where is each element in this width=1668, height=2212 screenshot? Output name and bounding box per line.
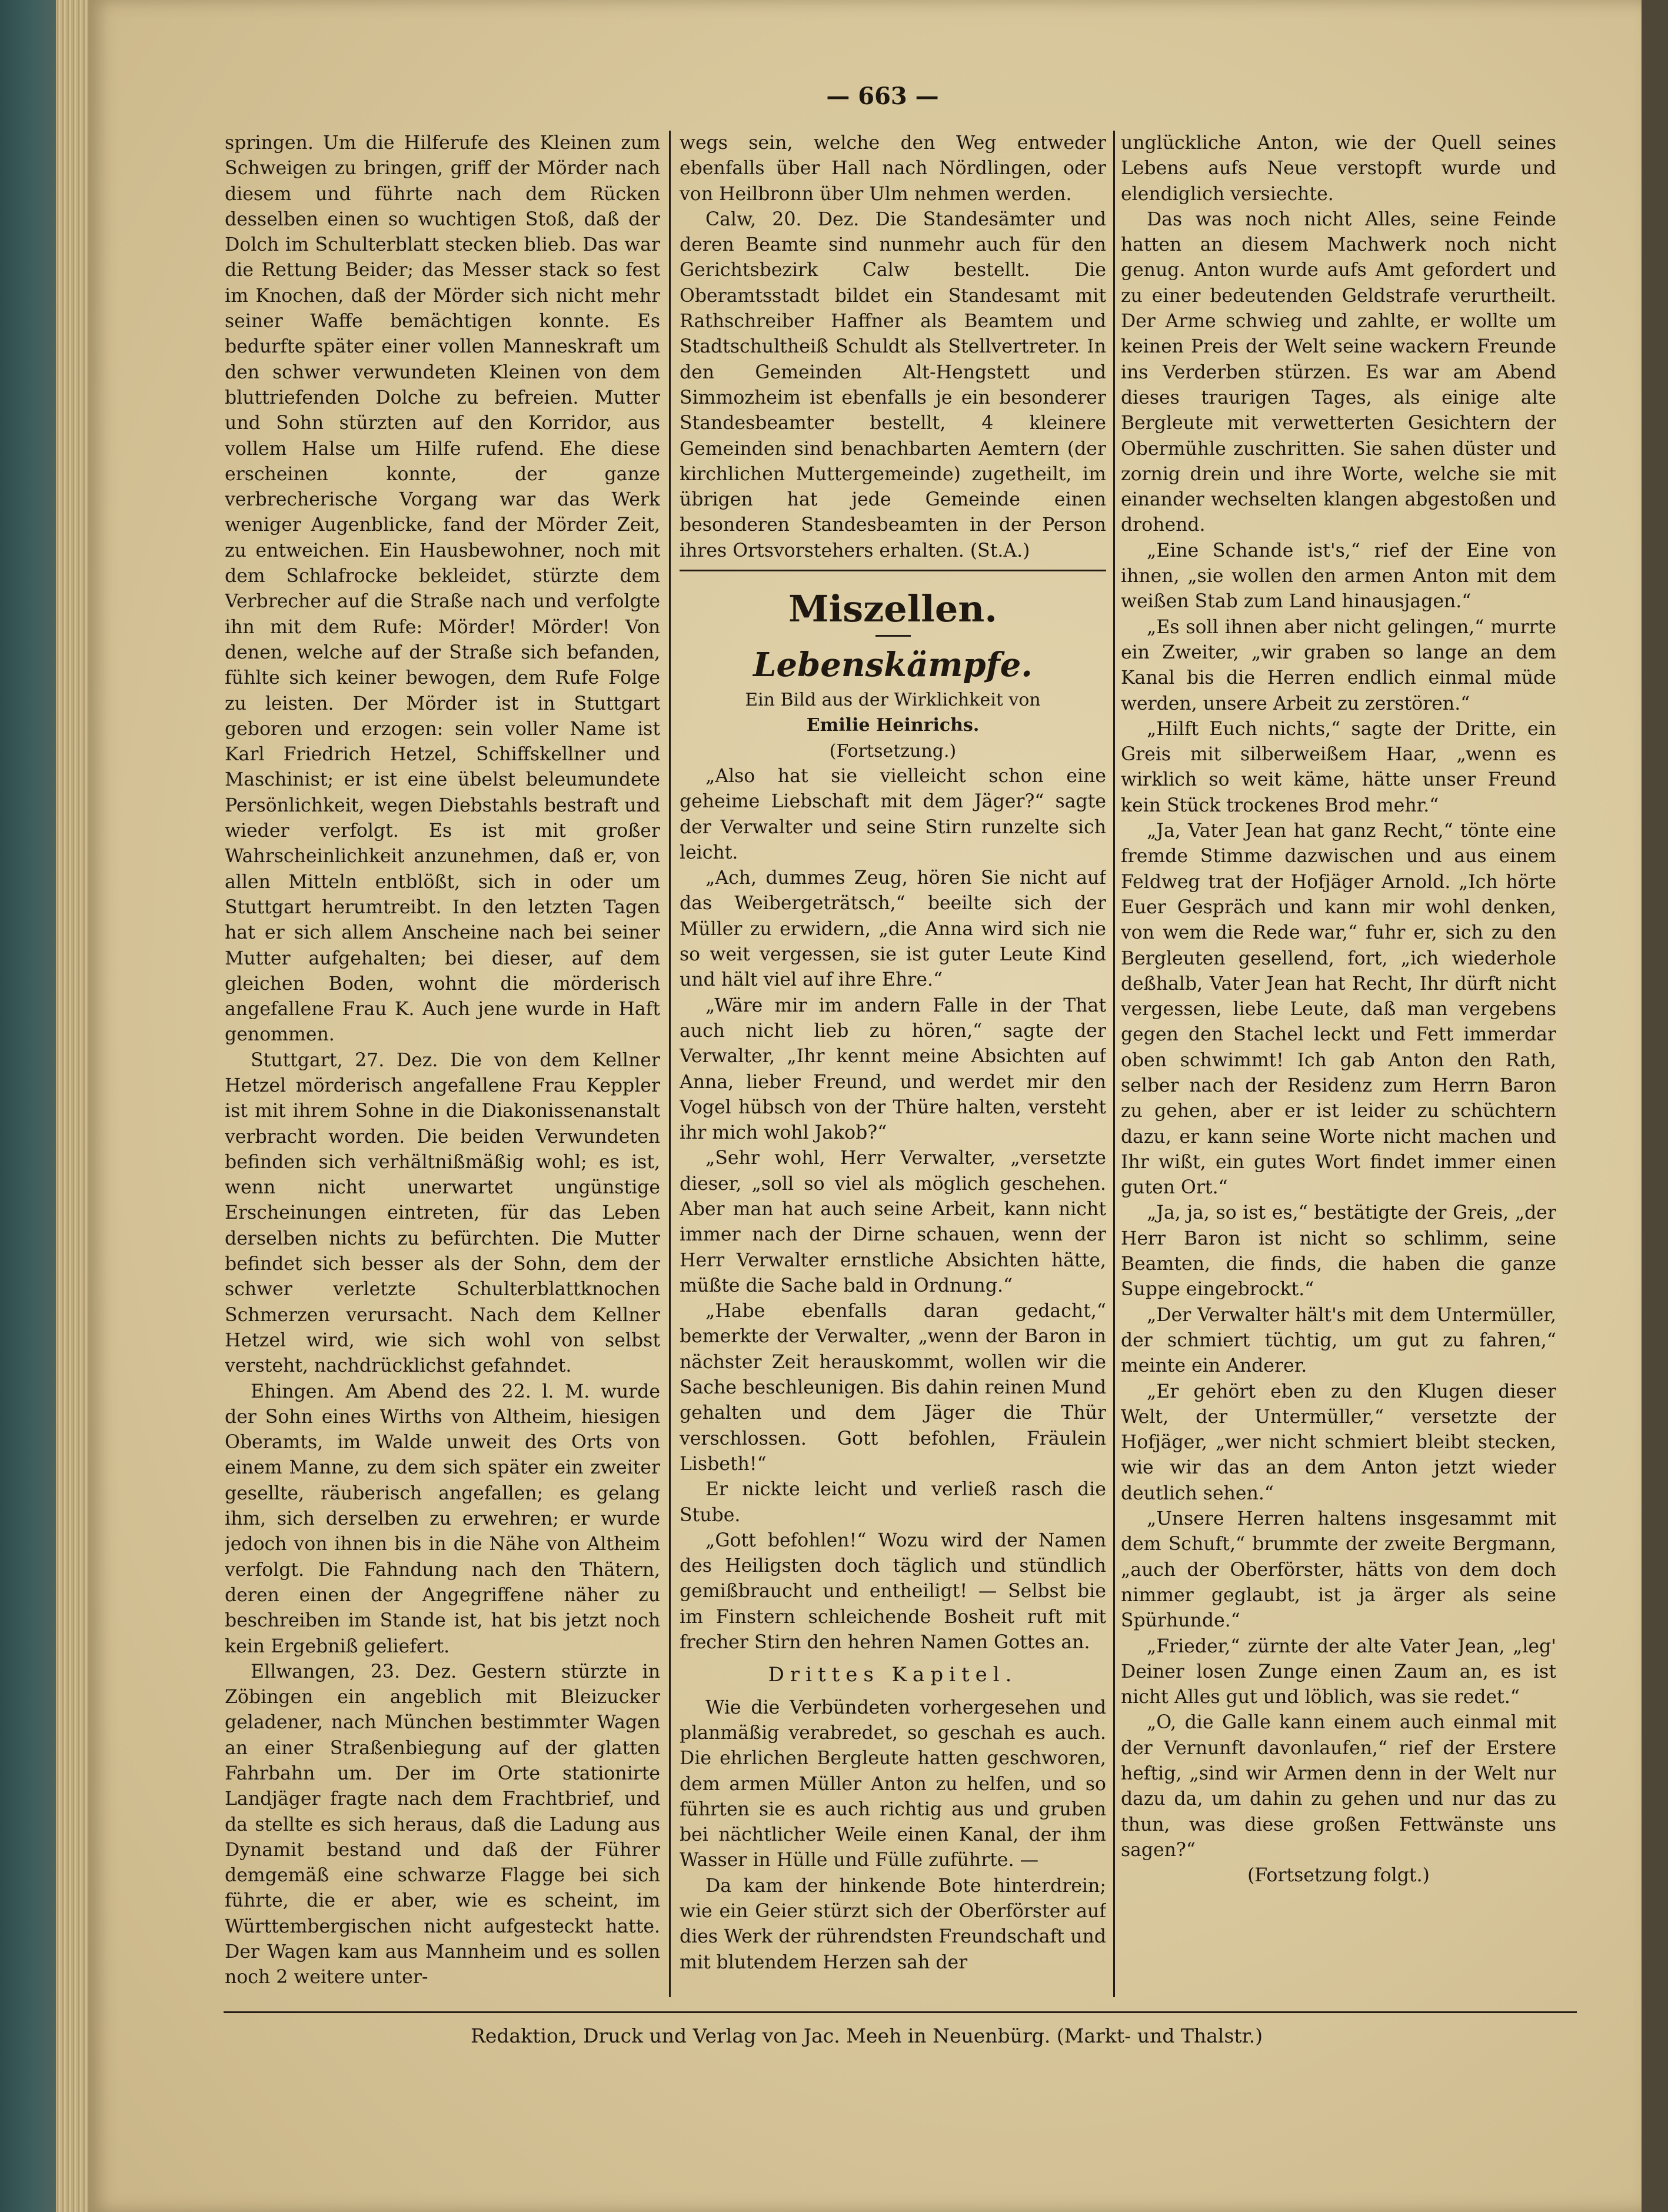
continued-note: (Fortsetzung.) [829,740,957,761]
column-rule-1 [669,131,671,1997]
story-paragraph: „Ach, dummes Zeug, hören Sie nicht auf das Weibergeträtsch,“ beeilte sich der Müller zu erwidern, „die Anna wird sich nie so weit vergessen, sie ist guter Leute Kind und hält viel auf ihre Ehre.“ [680,867,1106,991]
story-paragraph: „Ja, ja, so ist es,“ bestätigte der Greis, „der Herr Baron ist nicht so schlimm, seine Beamten, die finds, die haben die ganze Suppe eingebrockt.“ [1121,1202,1556,1300]
article-text: Calw, 20. Dez. Die Standesämter und deren Beamte sind nunmehr auch für den Gerichtsbezirk Calw bestellt. Die Oberamtsstadt bildet ein Standesamt mit Rathschreiber Haffner als Beamtem und Stadtschultheiß Schuldt als Stellvertreter. In den Gemeinden Alt-Hengstett und Simmozheim ist ebenfalls je ein besonderer Standesbeamter bestellt, 4 kleinere Gemeinden sind benachbarten Aemtern (der kirchlichen Muttergemeinde) zugetheilt, im übrigen hat jede Gemeinde einen besonderen Standesbeamten in der Person ihres Ortsvorstehers erhalten. (St.A.) [680,208,1106,561]
story-paragraph: Das was noch nicht Alles, seine Feinde hatten an diesem Machwerk noch nicht genug. Anton wurde aufs Amt gefordert und zu einer bedeutenden Geldstrafe verurtheilt. Der Arme schwieg und zahlte, er wollte um keinen Preis der Welt seine wackern Freunde ins Verderben stürzen. Es war am Abend dieses traurigen Tages, als einige alte Bergleute mit verwetterten Gesichtern der Obermühle zuschritten. Sie sahen düster und zornig drein und ihre Worte, welche sie mit einander wechselten klangen abgestoßen und drohend. [1121,208,1556,536]
column-3 [1121,131,1556,1993]
story-paragraph: „Unsere Herren haltens insgesammt mit dem Schuft,“ brummte der zweite Bergmann, „auch der Oberförster, hätts von dem doch nimmer geglaubt, ist ja ärger als seine Spürhunde.“ [1121,1508,1556,1632]
page-number: — 663 — [826,82,939,110]
story-paragraph: „O, die Galle kann einem auch einmal mit der Vernunft davonlaufen,“ rief der Erstere heftig, „sind wir Armen denn in der Welt nur dazu da, um dahin zu gehen und nur das zu thun, was diese großen Fettwänste uns sagen?“ [1121,1712,1556,1861]
story-author: Emilie Heinrichs. [806,715,980,736]
column-rule-2 [1113,131,1115,1997]
story-paragraph: „Hilft Euch nichts,“ sagte der Dritte, ein Greis mit silberweißem Haar, „wenn es wirklich so weit käme, hätte unser Freund kein Stück trockenes Brod mehr.“ [1121,718,1556,816]
story-paragraph: „Eine Schande ist's,“ rief der Eine von ihnen, „sie wollen den armen Anton mit dem weißen Stab zum Land hinausjagen.“ [1121,540,1556,613]
section-heading: Miszellen. [788,587,997,631]
continued-footer: (Fortsetzung folgt.) [1247,1865,1430,1887]
column-2 [680,131,1106,1993]
story-paragraph: Da kam der hinkende Bote hinterdrein; wie ein Geier stürzt sich der Oberförster auf dies Werk der rührendsten Freundschaft und mit blutendem Herzen sah der [680,1875,1106,1973]
heading-separator [875,635,911,637]
story-paragraph: „Gott befohlen!“ Wozu wird der Namen des Heiligsten doch täglich und stündlich gemißbraucht und entheiligt! — Selbst bie im Finstern schleichende Bosheit ruft mit frecher Stirn den hehren Namen Gottes an. [680,1529,1106,1654]
story-paragraph: unglückliche Anton, wie der Quell seines Lebens aufs Neue verstopft wurde und elendiglich versiechte. [1121,132,1556,205]
story-title: Lebenskämpfe. [753,646,1033,685]
imprint-line: Redaktion, Druck und Verlag von Jac. Meeh in Neuenbürg. (Markt- und Thalstr.) [471,2024,1263,2047]
story-paragraph: „Also hat sie vielleicht schon eine geheime Liebschaft mit dem Jäger?“ sagte der Verwalter und seine Stirn runzelte sich leicht. [680,765,1106,863]
article-text: Ehingen. Am Abend des 22. l. M. wurde der Sohn eines Wirths von Altheim, hiesigen Oberamts, im Walde unweit des Orts von einem Manne, zu dem sich später ein zweiter gesellte, räuberisch angefallen; es gelang ihm, sich derselben zu erwehren; er wurde jedoch von ihnen bis in die Nähe von Altheim verfolgt. Die Fahndung nach den Thätern, deren einen der Angegriffene näher zu beschreiben im Stande ist, hat bis jetzt noch kein Ergebniß geliefert. [225,1381,660,1657]
story-paragraph: „Frieder,“ zürnte der alte Vater Jean, „leg' Deiner losen Zunge einen Zaum an, es ist nicht Alles gut und löblich, was sie redet.“ [1121,1635,1556,1708]
story-paragraph: „Habe ebenfalls daran gedacht,“ bemerkte der Verwalter, „wenn der Baron in nächster Zeit herauskommt, wollen wir die Sache beschleunigen. Bis dahin reinen Mund gehalten und dem Jäger die Thür verschlossen. Gott befohlen, Fräulein Lisbeth!“ [680,1300,1106,1475]
story-paragraph: Er nickte leicht und verließ rasch die Stube. [680,1479,1106,1526]
story-subtitle: Ein Bild aus der Wirklichkeit von [745,690,1041,711]
footer-rule [224,2011,1577,2013]
story-paragraph: Wie die Verbündeten vorhergesehen und planmäßig verabredet, so geschah es auch. Die ehrlichen Bergleute hatten geschworen, dem armen Müller Anton zu helfen, und so führten sie es auch richtig aus und gruben bei nächtlicher Weile einen Kanal, der ihm Wasser in Hülle und Fülle zuführte. — [680,1697,1106,1871]
article-text: Stuttgart, 27. Dez. Die von dem Kellner Hetzel mörderisch angefallene Frau Keppler ist mit ihrem Sohne in die Diakonissenanstalt verbracht worden. Die beiden Verwundeten befinden sich verhältnißmäßig wohl; es ist, wenn nicht unerwartet ungünstige Erscheinungen eintreten, für das Leben derselben nichts zu befürchten. Die Mutter befindet sich besser als der Sohn, dem der schwer verletzte Schulterblattknochen Schmerzen verursacht. Nach dem Kellner Hetzel wird, wie sich wohl von selbst versteht, nachdrücklichst gefahndet. [225,1049,660,1377]
story-paragraph: „Der Verwalter hält's mit dem Untermüller, der schmiert tüchtig, um gut zu fahren,“ meinte ein Anderer. [1121,1304,1556,1377]
story-paragraph: „Wäre mir im andern Falle in der That auch nicht lieb zu hören,“ sagte der Verwalter, „Ihr kennt meine Absichten auf Anna, lieber Freund, und werdet mir den Vogel hübsch von der Thüre halten, versteht ihr mich wohl Jakob?“ [680,994,1106,1144]
section-rule [680,570,1106,571]
article-text: springen. Um die Hilferufe des Kleinen zum Schweigen zu bringen, griff der Mörder nach diesem und führte nach dem Rücken desselben einen so wuchtigen Stoß, daß der Dolch im Schulterblatt stecken blieb. Das war die Rettung Beider; das Messer stack so fest im Knochen, daß der Mörder sich nicht mehr seiner Waffe bemächtigen konnte. Es bedurfte später einer vollen Manneskraft um den schwer verwundeten Kleinen von dem bluttriefenden Dolche zu befreien. Mutter und Sohn stürzten auf den Korridor, aus vollem Halse um Hilfe rufend. Ehe diese erscheinen konnte, der ganze verbrecherische Vorgang war das Werk weniger Augenblicke, fand der Mörder Zeit, zu entweichen. Ein Hausbewohner, noch mit dem Schlafrocke bekleidet, stürzte dem Verbrecher auf die Straße nach und verfolgte ihn mit dem Rufe: Mörder! Mörder! Von denen, welche auf der Straße sich befanden, fühlte sich keiner bewogen, dem Rufe Folge zu leisten. Der Mörder ist in Stuttgart geboren und erzogen: sein voller Name ist Karl Friedrich Hetzel, Schiffskellner und Maschinist; er ist eine übelst beleumundete Persönlichkeit, wegen Diebstahls bestraft und wieder verfolgt. Es ist mit großer Wahrscheinlichkeit anzunehmen, daß er, von allen Mitteln entblößt, sich in oder um Stuttgart herumtreibt. In den letzten Tagen hat er sich allem Anscheine nach bei seiner Mutter aufgehalten; bei dieser, auf dem gleichen Boden, wohnt die mörderisch angefallene Frau K. Auch jene wurde in Haft genommen. [225,132,660,1046]
article-text: Ellwangen, 23. Dez. Gestern stürzte in Zöbingen ein angeblich mit Bleizucker geladener, nach München bestimmter Wagen an einer Straßenbiegung auf der glatten Fahrbahn um. Der im Orte stationirte Landjäger fragte nach dem Frachtbrief, und da stellte es sich heraus, daß die Ladung aus Dynamit bestand und daß der Führer demgemäß eine schwarze Flagge bei sich führte, die er aber, wie es scheint, im Württembergischen nicht aufgesteckt hatte. Der Wagen kam aus Mannheim und es sollen noch 2 weitere unter- [225,1661,660,1988]
story-paragraph: „Sehr wohl, Herr Verwalter, „versetzte dieser, „soll so viel als möglich geschehen. Aber man hat auch seine Arbeit, kann nicht immer nach der Dirne schauen, wenn der Herr Verwalter ernstliche Absichten hätte, müßte die Sache bald in Ordnung.“ [680,1147,1106,1296]
story-paragraph: „Ja, Vater Jean hat ganz Recht,“ tönte eine fremde Stimme dazwischen und aus einem Feldweg trat der Hofjäger Arnold. „Ich hörte Euer Gespräch und kann mir wohl denken, von wem die Rede war,“ fuhr er, sich zu den Bergleuten gesellend, fort, „ich wiederhole deßhalb, Vater Jean hat Recht, Ihr dürft nicht vergessen, liebe Leute, daß man vergebens gegen den Stachel leckt und Fett immerdar oben schwimmt! Ich gab Anton den Rath, selber nach der Residenz zum Herrn Baron zu gehen, aber er ist leider zu schüchtern dazu, er kann seine Worte nicht machen und Ihr wißt, ein gutes Wort findet immer einen guten Ort.“ [1121,820,1556,1199]
column-1 [225,131,660,1993]
article-text: wegs sein, welche den Weg entweder ebenfalls über Hall nach Nördlingen, oder von Heilbronn über Ulm nehmen werden. [680,132,1106,205]
story-paragraph: „Er gehört eben zu den Klugen dieser Welt, der Untermüller,“ versetzte der Hofjäger, „wer nicht schmiert bleibt stecken, wie wir das an dem Anton jetzt wieder deutlich sehen.“ [1121,1381,1556,1504]
story-paragraph: „Es soll ihnen aber nicht gelingen,“ murrte ein Zweiter, „wir graben so lange an dem Kanal bis die Herren endlich einmal müde werden, unsere Arbeit zu zerstören.“ [1121,616,1556,714]
chapter-heading: Drittes Kapitel. [768,1663,1018,1687]
